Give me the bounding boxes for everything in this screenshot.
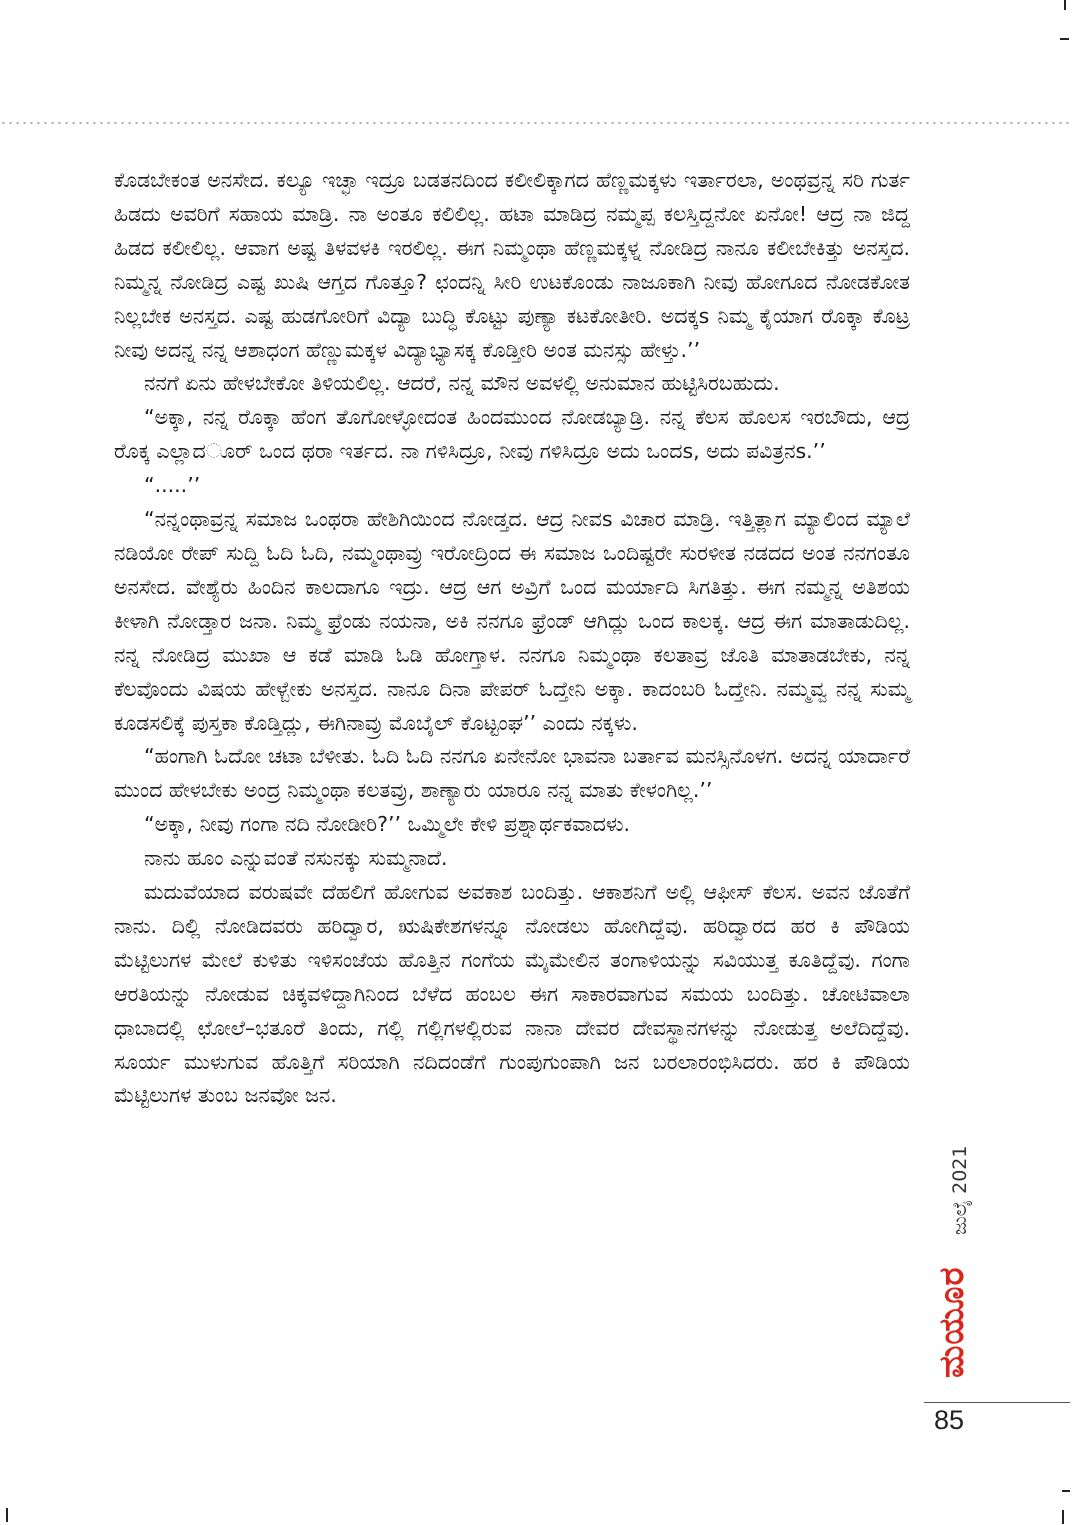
crop-mark-bottom-left [6,1508,8,1522]
crop-mark-top-right-h [1060,38,1069,40]
issue-date: ಜುಲೈ 2021 [949,1145,971,1235]
crop-mark-top-right [1064,0,1066,10]
crop-mark-bottom-right-v [1062,1510,1064,1524]
paragraph-1: ಕೊಡಬೇಕಂತ ಅನಸೇದ. ಕಲ್ಯೂ ಇಚ್ಛಾ ಇದ್ರೂ ಬಡತನದಿಂದ ಕಲೀಲಿಕ್ಕಾಗದ ಹೆಣ್ಣಮಕ್ಕಳು ಇರ್ತಾರಲಾ, ಅಂಥವ್ರನ್ನ ಸರಿ ಗುರ್ತ ಹಿಡದು ಅವರಿಗೆ ಸಹಾಯ ಮಾಡ್ರಿ. ನಾ ಅಂತೂ ಕಲಿಲಿಲ್ಲ. ಹಟಾ ಮಾಡಿದ್ರ ನಮ್ಮಪ್ಪ ಕಲಸ್ತಿದ್ದನೋ ಏನೋ! ಆದ್ರ ನಾ ಜಿದ್ದ ಹಿಡದ ಕಲೀಲಿಲ್ಲ. ಆವಾಗ ಅಷ್ಟ ತಿಳವಳಕಿ ಇರಲಿಲ್ಲ. ಈಗ ನಿಮ್ಮಂಥಾ ಹೆಣ್ಣಮಕ್ಕಳ್ನ ನೋಡಿದ್ರ ನಾನೂ ಕಲೀಬೇಕಿತ್ತು ಅನಸ್ತದ. ನಿಮ್ಮನ್ನ ನೋಡಿದ್ರ ಎಷ್ಟ ಖುಷಿ ಆಗ್ತದ ಗೊತ್ತೂ? ಛಂದನ್ನಿ ಸೀರಿ ಉಟಕೊಂಡು ನಾಜೂಕಾಗಿ ನೀವು ಹೋಗೂದ ನೋಡಕೋತ ನಿಲ್ಲಬೇಕ ಅನಸ್ತದ. ಎಷ್ಟ ಹುಡಗೋರಿಗೆ ವಿದ್ಯಾ ಬುದ್ಧಿ ಕೊಟ್ಟು ಪುಣ್ಯಾ ಕಟಕೋತೀರಿ. ಅದಕ್ಕs ನಿಮ್ಮ ಕೈಯಾಗ ರೊಕ್ಕಾ ಕೊಟ್ರ ನೀವು ಅದನ್ನ ನನ್ನ ಆಶಾಧಂಗ ಹೆಣ್ಣುಮಕ್ಕಳ ವಿದ್ಯಾಭ್ಯಾಸಕ್ಕ ಕೊಡ್ತೀರಿ ಅಂತ ಮನಸ್ಸು ಹೇಳ್ತು.’’ [114,168,910,362]
page-number: 85 [934,1405,965,1435]
article-body [114,164,910,1113]
crop-mark-bottom-right [1062,1490,1070,1492]
magazine-logo: ಮಯೂರ [932,1266,972,1379]
paragraph-2: ನನಗೆ ಏನು ಹೇಳಬೇಕೋ ತಿಳಿಯಲಿಲ್ಲ. ಆದರೆ, ನನ್ನ ಮೌನ ಅವಳಲ್ಲಿ ಅನುಮಾನ ಹುಟ್ಟಿಸಿರಬಹುದು. [144,371,780,396]
paragraph-4: “.....’’ [144,473,201,498]
paragraph-5: “ನನ್ನಂಥಾವ್ರನ್ನ ಸಮಾಜ ಒಂಥರಾ ಹೇಶಿಗಿಯಿಂದ ನೋಡ್ತದ. ಆದ್ರ ನೀವs ವಿಚಾರ ಮಾಡ್ರಿ. ಇತ್ತಿತ್ಲಾಗ ಮ್ಯಾಲಿಂದ ಮ್ಯಾಲೆ ನಡಿಯೋ ರೇಪ್ ಸುದ್ದಿ ಓದಿ ಓದಿ, ನಮ್ಮಂಥಾವ್ರು ಇರೋದ್ರಿಂದ ಈ ಸಮಾಜ ಒಂದಿಷ್ಟರೇ ಸುರಳೀತ ನಡದದ ಅಂತ ನನಗಂತೂ ಅನಸೇದ. ವೇಶ್ಯೆರು ಹಿಂದಿನ ಕಾಲದಾಗೂ ಇದ್ರು. ಆದ್ರ ಆಗ ಅವ್ರಿಗೆ ಒಂದ ಮರ್ಯಾದಿ ಸಿಗತಿತ್ತು. ಈಗ ನಮ್ಮನ್ನ ಅತಿಶಯ ಕೀಳಾಗಿ ನೋಡ್ತಾರ ಜನಾ. ನಿಮ್ಮ ಫ್ರೆಂಡು ನಯನಾ, ಅಕಿ ನನಗೂ ಫ್ರೆಂಡ್ ಆಗಿದ್ಲು ಒಂದ ಕಾಲಕ್ಕ. ಆದ್ರ ಈಗ ಮಾತಾಡುದಿಲ್ಲ. ನನ್ನ ನೋಡಿದ್ರ ಮುಖಾ ಆ ಕಡೆ ಮಾಡಿ ಓಡಿ ಹೋಗ್ತಾಳ. ನನಗೂ ನಿಮ್ಮಂಥಾ ಕಲತಾವ್ರ ಜೊತಿ ಮಾತಾಡಬೇಕು, ನನ್ನ ಕೆಲವೊಂದು ವಿಷಯ ಹೇಳ್ಬೇಕು ಅನಸ್ತದ. ನಾನೂ ದಿನಾ ಪೇಪರ್ ಓದ್ತೇನಿ ಅಕ್ಕಾ. ಕಾದಂಬರಿ ಓದ್ತೇನಿ. ನಮ್ಮವ್ವ ನನ್ನ ಸುಮ್ಮ ಕೂಡಸಲಿಕ್ಕೆ ಪುಸ್ತಕಾ ಕೊಡ್ತಿದ್ಲು, ಈಗಿನಾವ್ರು ಮೊಬೈಲ್ ಕೊಟ್ಟಂಘ’’ ಎಂದು ನಕ್ಕಳು. [114,507,910,735]
paragraph-8: ನಾನು ಹೂಂ ಎನ್ನುವಂತೆ ನಸುನಕ್ಕು ಸುಮ್ಮನಾದೆ. [144,846,448,871]
paragraph-7: “ಅಕ್ಕಾ, ನೀವು ಗಂಗಾ ನದಿ ನೋಡೀರಿ?’’ ಒಮ್ಮಿಲೇ ಕೇಳಿ ಪ್ರಶ್ನಾರ್ಥಕವಾದಳು. [144,812,631,837]
paragraph-3: “ಅಕ್ಕಾ, ನನ್ನ ರೊಕ್ಕಾ ಹೆಂಗ ತೊಗೋಳ್ಳೋದಂತ ಹಿಂದಮುಂದ ನೋಡಬ್ಯಾಡ್ರಿ. ನನ್ನ ಕೆಲಸ ಹೊಲಸ ಇರಬೌದು, ಆದ್ರ ರೊಕ್ಕ ಎಲ್ಲಾದರ್ೂ ಒಂದ ಥರಾ ಇರ್ತದ. ನಾ ಗಳಿಸಿದ್ರೂ, ನೀವು ಗಳಿಸಿದ್ರೂ ಅದು ಒಂದs, ಅದು ಪವಿತ್ರನs.’’ [114,405,910,464]
paragraph-6: “ಹಂಗಾಗಿ ಓದೋ ಚಟಾ ಬೆಳೀತು. ಓದಿ ಓದಿ ನನಗೂ ಏನೇನೋ ಭಾವನಾ ಬರ್ತಾವ ಮನಸ್ಸಿನೊಳಗ. ಅದನ್ನ ಯಾರ್ದಾರೆ ಮುಂದ ಹೇಳಬೇಕು ಅಂದ್ರ ನಿಮ್ಮಂಥಾ ಕಲತವ್ರು, ಶಾಣ್ಯಾರು ಯಾರೂ ನನ್ನ ಮಾತು ಕೇಳಂಗಿಲ್ಲ.’’ [114,744,910,803]
dotted-separator [0,122,1072,124]
paragraph-9: ಮದುವೆಯಾದ ವರುಷವೇ ದೆಹಲಿಗೆ ಹೋಗುವ ಅವಕಾಶ ಬಂದಿತ್ತು. ಆಕಾಶನಿಗೆ ಅಲ್ಲಿ ಆಫೀಸ್ ಕೆಲಸ. ಅವನ ಜೊತೆಗೆ ನಾನು. ದಿಲ್ಲಿ ನೋಡಿದವರು ಹರಿದ್ವಾರ, ಋಷಿಕೇಶಗಳನ್ನೂ ನೋಡಲು ಹೋಗಿದ್ದೆವು. ಹರಿದ್ವಾರದ ಹರ ಕಿ ಪೌಡಿಯ ಮೆಟ್ಟಿಲುಗಳ ಮೇಲೆ ಕುಳಿತು ಇಳಿಸಂಜೆಯ ಹೊತ್ತಿನ ಗಂಗೆಯ ಮೈಮೇಲಿನ ತಂಗಾಳಿಯನ್ನು ಸವಿಯುತ್ತ ಕೂತಿದ್ದೆವು. ಗಂಗಾ ಆರತಿಯನ್ನು ನೋಡುವ ಚಿಕ್ಕವಳಿದ್ದಾಗಿನಿಂದ ಬೆಳೆದ ಹಂಬಲ ಈಗ ಸಾಕಾರವಾಗುವ ಸಮಯ ಬಂದಿತ್ತು. ಚೋಟಿವಾಲಾ ಧಾಬಾದಲ್ಲಿ ಛೋಲೆ–ಭತೂರೆ ತಿಂದು, ಗಲ್ಲಿ ಗಲ್ಲಿಗಳಲ್ಲಿರುವ ನಾನಾ ದೇವರ ದೇವಸ್ಥಾನಗಳನ್ನು ನೋಡುತ್ತ ಅಲೆದಿದ್ದೆವು. ಸೂರ್ಯ ಮುಳುಗುವ ಹೊತ್ತಿಗೆ ಸರಿಯಾಗಿ ನದಿದಂಡೆಗೆ ಗುಂಪುಗುಂಪಾಗಿ ಜನ ಬರಲಾರಂಭಿಸಿದರು. ಹರ ಕಿ ಪೌಡಿಯ ಮೆಟ್ಟಿಲುಗಳ ತುಂಬ ಜನವೋ ಜನ. [114,880,910,1108]
folio-rule [924,1402,1070,1403]
